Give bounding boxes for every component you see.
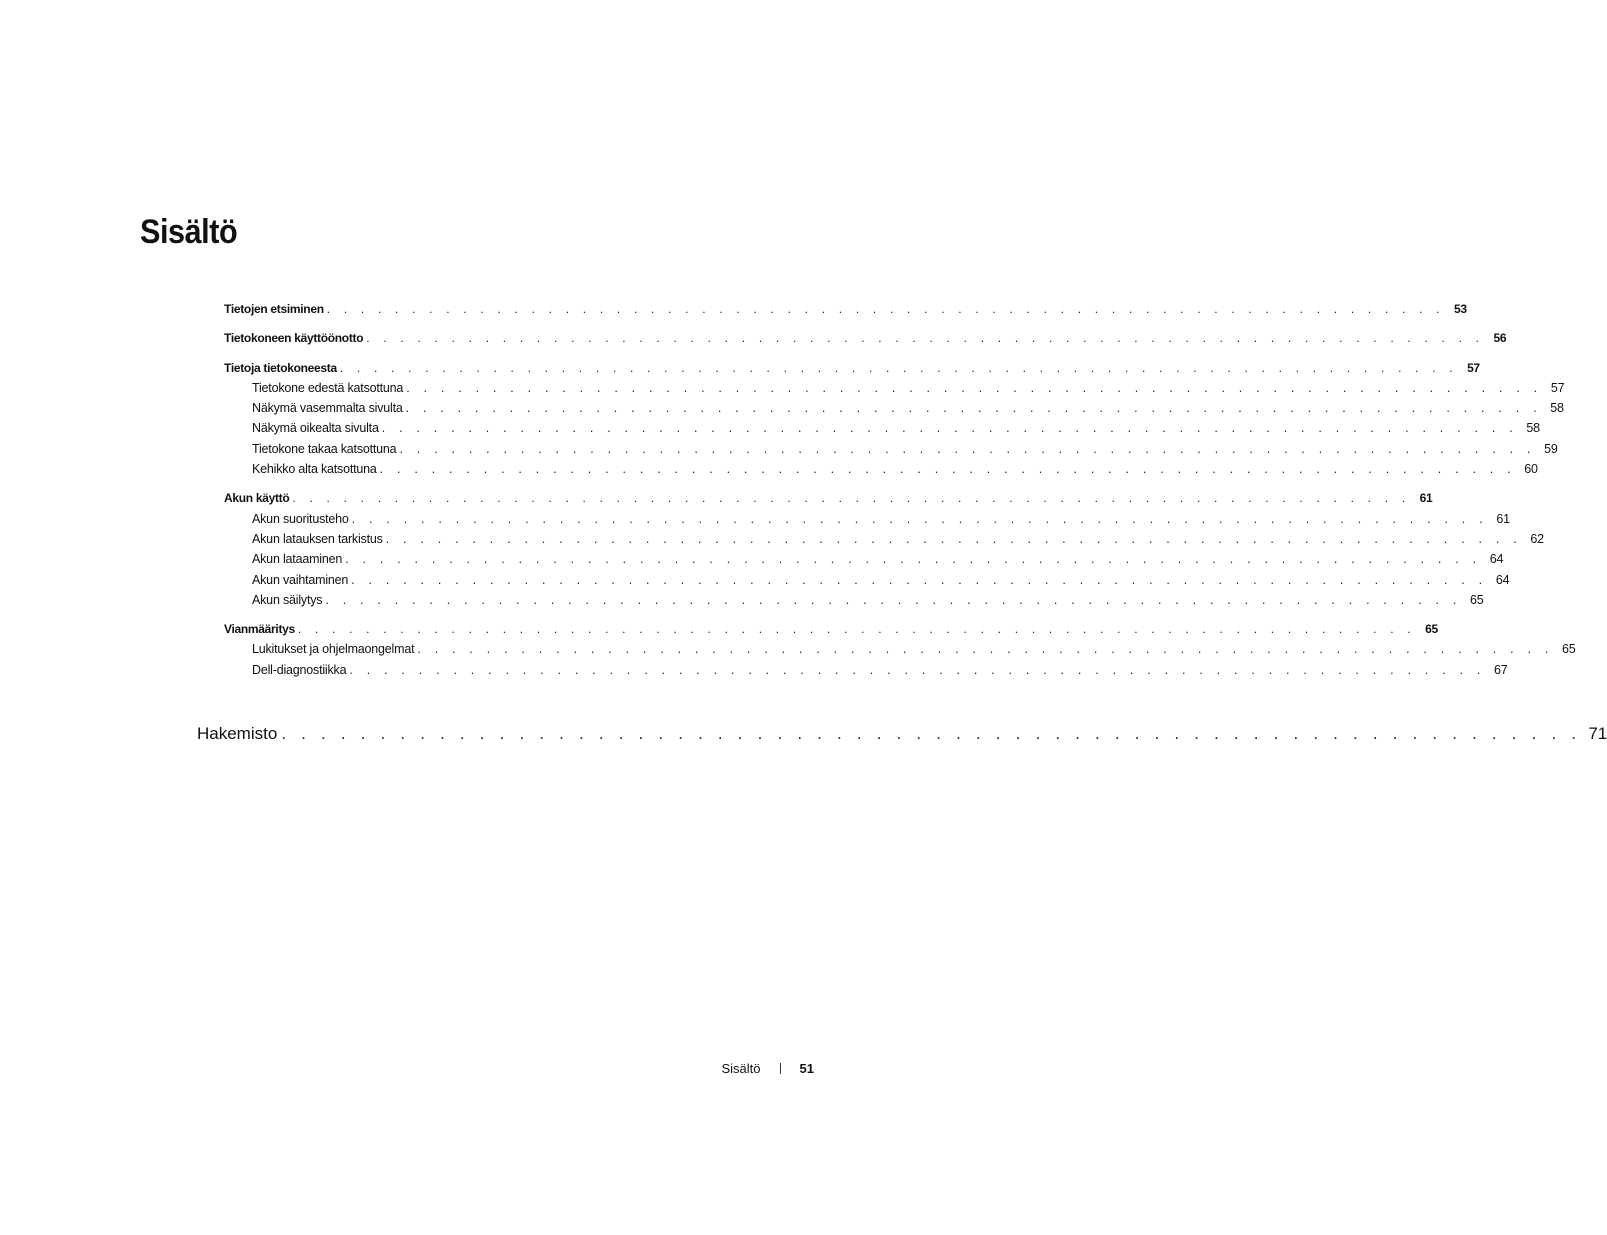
toc-entry-label: Tietokoneen käyttöönotto [224,331,364,346]
toc-entry-page: 61 [1496,511,1510,526]
toc-entry-main[interactable] [224,302,1467,322]
toc-entry-page: 58 [1526,421,1540,436]
dot-leader: . . . . . . . . . . . . . . . . . . . . . . . . . . . . . . . . . . . . . . . . . . . . . . . . . . . . . . . . . . . . . . . . . . [326,302,1445,316]
toc-entry-sub[interactable] [224,572,1510,593]
toc-entry-sub[interactable] [224,592,1484,613]
dot-leader: . . . . . . . . . . . . . . . . . . . . . . . . . . . . . . . . . . . . . . . . . . . . . . . . . . . . . . . . . . . . . . . . . . [345,552,1482,567]
toc-entry-page: 58 [1550,401,1564,416]
toc-entry-label: Akun säilytys [252,592,323,607]
toc-entry-main[interactable] [224,331,1507,351]
toc-entry-page: 53 [1453,302,1467,316]
dot-leader: . . . . . . . . . . . . . . . . . . . . . . . . . . . . . . . . . . . . . . . . . . . . . . . . . . . . . . . . . . . . . . . . . . [417,642,1554,657]
toc-entry-label: Hakemisto [197,724,278,743]
toc-section [224,302,1467,322]
dot-leader: . . . . . . . . . . . . . . . . . . . . . . . . . . . . . . . . . . . . . . . . . . . . . . . . . . . . . . . . . . . . . . . . . . [349,662,1486,677]
dot-leader: . . . . . . . . . . . . . . . . . . . . . . . . . . . . . . . . . . . . . . . . . . . . . . . . . . . . . . . . . . . . . . . . . . [405,401,1542,416]
dot-leader: . . . . . . . . . . . . . . . . . . . . . . . . . . . . . . . . . . . . . . . . . . . . . . . . . . . . . . . . . . . . . . . . . . [292,491,1411,506]
dot-leader: . . . . . . . . . . . . . . . . . . . . . . . . . . . . . . . . . . . . . . . . . . . . . . . . . . . . . . . . . . . . . . . . . . [381,421,1518,436]
toc-entry-page: 61 [1419,491,1433,506]
dot-leader: . . . . . . . . . . . . . . . . . . . . . . . . . . . . . . . . . . . . . . . . . . . . . . . . . . . . . . . . . . . . . . . . . . [399,441,1536,456]
toc-section [224,622,1576,683]
toc-entry-index[interactable] [197,724,1607,744]
toc-entry-page: 57 [1550,380,1565,395]
toc-entry-label: Akun käyttö [224,491,290,506]
toc-entry-label: Tietokone takaa katsottuna [252,441,397,456]
dot-leader: . . . . . . . . . . . . . . . . . . . . . . . . . . . . . . . . . . . . . . . . . . . . . . . . . . . . . . . . . . . . . . . . . . [366,331,1485,346]
toc-entry-page: 60 [1524,462,1538,477]
toc-entry-sub[interactable] [224,462,1538,482]
toc-entry-sub[interactable] [224,531,1544,552]
toc-entry-label: Näkymä vasemmalta sivulta [252,401,403,416]
toc-entry-label: Lukitukset ja ohjelmaongelmat [252,642,415,657]
toc-entry-sub[interactable] [224,511,1510,532]
toc-entry-page: 56 [1493,331,1507,346]
footer-section-title: Sisältö [721,1061,761,1076]
toc-entry-page: 65 [1469,592,1484,607]
toc-entry-main[interactable] [224,360,1480,381]
dot-leader: . . . . . . . . . . . . . . . . . . . . . . . . . . . . . . . . . . . . . . . . . . . . . . . . . . . . . . . . . . . . . . . . . . [385,531,1522,546]
toc-entry-label: Tietoja tietokoneesta [224,360,337,375]
toc-entry-page: 64 [1495,572,1510,587]
footer-page-number: 51 [799,1061,814,1076]
toc-entry-sub[interactable] [224,662,1508,683]
toc-entry-label: Dell-diagnostiikka [252,662,347,677]
toc-section [224,491,1544,613]
toc-entry-page: 71 [1588,724,1607,743]
dot-leader: . . . . . . . . . . . . . . . . . . . . . . . . . . . . . . . . . . . . . . . . . . . . . . . . . . . . . . . . . . . . . . . . . . [406,380,1543,395]
toc-entry-label: Tietojen etsiminen [224,302,324,316]
toc-entry-label: Näkymä oikealta sivulta [252,421,379,436]
toc-entry-sub[interactable] [224,380,1565,401]
toc-entry-label: Akun latauksen tarkistus [252,531,383,546]
toc-entry-page: 64 [1489,552,1504,567]
toc-entry-page: 62 [1530,531,1544,546]
toc-entry-main[interactable] [224,491,1433,511]
toc-entry-page: 59 [1544,441,1558,456]
toc-entry-sub[interactable] [224,401,1564,421]
toc-entry-main[interactable] [224,622,1438,642]
toc-entry-page: 57 [1467,360,1480,375]
toc-section [224,360,1565,483]
toc-entry-sub[interactable] [224,421,1540,441]
toc-entry-sub[interactable] [224,642,1576,662]
toc-entry-label: Vianmääritys [224,622,295,637]
toc-entry-sub[interactable] [224,441,1558,462]
toc-entry-label: Akun lataaminen [252,552,343,567]
dot-leader: . . . . . . . . . . . . . . . . . . . . . . . . . . . . . . . . . . . . . . . . . . . . . . . . . . . . . . . . . . . . . . . . . . [379,462,1516,477]
page-footer [700,1061,814,1076]
dot-leader: . . . . . . . . . . . . . . . . . . . . . . . . . . . . . . . . . . . . . . . . . . . . . . . . . . . . . . . . . . . . . . . . . . [325,592,1462,607]
toc-entry-label: Akun suoritusteho [252,511,349,526]
toc-entry-sub[interactable] [224,552,1504,572]
dot-leader: . . . . . . . . . . . . . . . . . . . . . . . . . . . . . . . . . . . . . . . . . . . . . . . . . . . . . . . . . . . . . . . . . . [351,511,1488,526]
toc-entry-label: Akun vaihtaminen [252,572,349,587]
dot-leader: . . . . . . . . . . . . . . . . . . . . . . . . . . . . . . . . . . . . . . . . . . . . . . . . . . . . . . . . . . . . . . . . . . [281,724,1582,743]
page-title: Sisältö [140,213,238,251]
dot-leader: . . . . . . . . . . . . . . . . . . . . . . . . . . . . . . . . . . . . . . . . . . . . . . . . . . . . . . . . . . . . . . . . . . [351,572,1488,587]
toc-entry-label: Tietokone edestä katsottuna [252,380,404,395]
dot-leader: . . . . . . . . . . . . . . . . . . . . . . . . . . . . . . . . . . . . . . . . . . . . . . . . . . . . . . . . . . . . . . . . . . [297,622,1416,637]
toc-entry-page: 65 [1562,642,1576,657]
toc-entry-page: 65 [1425,622,1438,637]
toc-section [224,331,1507,351]
toc-entry-label: Kehikko alta katsottuna [252,462,377,477]
dot-leader: . . . . . . . . . . . . . . . . . . . . . . . . . . . . . . . . . . . . . . . . . . . . . . . . . . . . . . . . . . . . . . . . . . [339,360,1458,375]
table-of-contents [224,302,1576,692]
toc-entry-page: 67 [1494,662,1508,677]
footer-divider [780,1063,781,1074]
